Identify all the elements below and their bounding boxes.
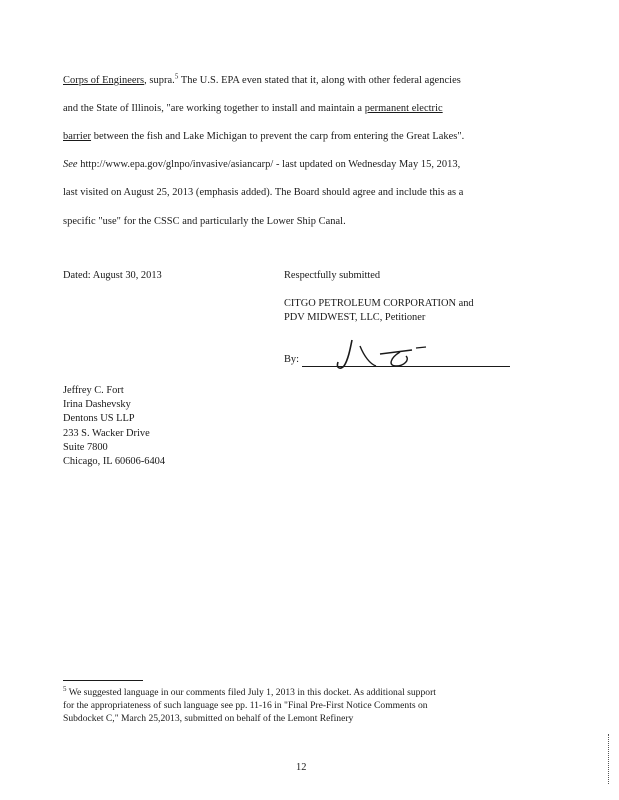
body-line-5: last visited on August 25, 2013 (emphasis added). The Board should agree and include this as a (63, 187, 464, 198)
counsel-name-2: Irina Dashevsky (63, 399, 131, 411)
body-line-2: and the State of Illinois, "are working together to install and maintain a permanent electric (63, 103, 443, 114)
counsel-address-block (63, 384, 165, 469)
footnote-line-1: $^5$ We suggested language in our comments filed July 1, 2013 in this docket. As additional support (63, 684, 436, 698)
street-address: 233 S. Wacker Drive (63, 427, 150, 439)
by-label: By: (284, 354, 300, 365)
respectfully-submitted: Respectfully submitted (284, 270, 381, 281)
footnote-line-3: Subdocket C," March 25,2013, submitted on behalf of the Lemont Refinery (63, 713, 354, 724)
emphasis-barrier: barrier (63, 131, 92, 142)
footnote-ref: 5 (174, 72, 179, 81)
footnote-line-2: for the appropriateness of such language see pp. 11-16 in "Final Pre-First Notice Comments on (63, 700, 428, 711)
dated-line: Dated: August 30, 2013 (63, 270, 162, 281)
body-line-4 (63, 159, 460, 170)
body-line-1: Corps of Engineers, supra.$^5$ The U.S. EPA even stated that it, along with other federal agencies (63, 72, 461, 86)
suite: Suite 7800 (63, 441, 108, 453)
scan-edge-mark (608, 734, 610, 784)
signature-image (330, 336, 440, 372)
company-name-line-2: PDV MIDWEST, LLC, Petitioner (284, 312, 426, 323)
page-number: 12 (296, 762, 307, 773)
body-line-3: barrier between the fish and Lake Michigan to prevent the carp from entering the Great Lakes". (63, 131, 465, 142)
footnote-divider (63, 680, 143, 681)
company-name-line-1: CITGO PETROLEUM CORPORATION and (284, 298, 474, 309)
city-state-zip: Chicago, IL 60606-6404 (63, 456, 166, 468)
footnote-number: 5 (63, 684, 67, 693)
body-line-6: specific "use" for the CSSC and particularly the Lower Ship Canal. (63, 216, 346, 227)
emphasis-permanent-electric: permanent electric (364, 103, 443, 114)
footnote (63, 686, 543, 725)
law-firm: Dentons US LLP (63, 413, 135, 425)
see-signal: See (63, 159, 78, 170)
epa-url-text: http://www.epa.gov/glnpo/invasive/asiancarp/ - last updated on Wednesday May 15, 2013, (77, 159, 461, 170)
corps-link-text: Corps of Engineers (63, 75, 145, 86)
counsel-name-1: Jeffrey C. Fort (63, 385, 124, 396)
